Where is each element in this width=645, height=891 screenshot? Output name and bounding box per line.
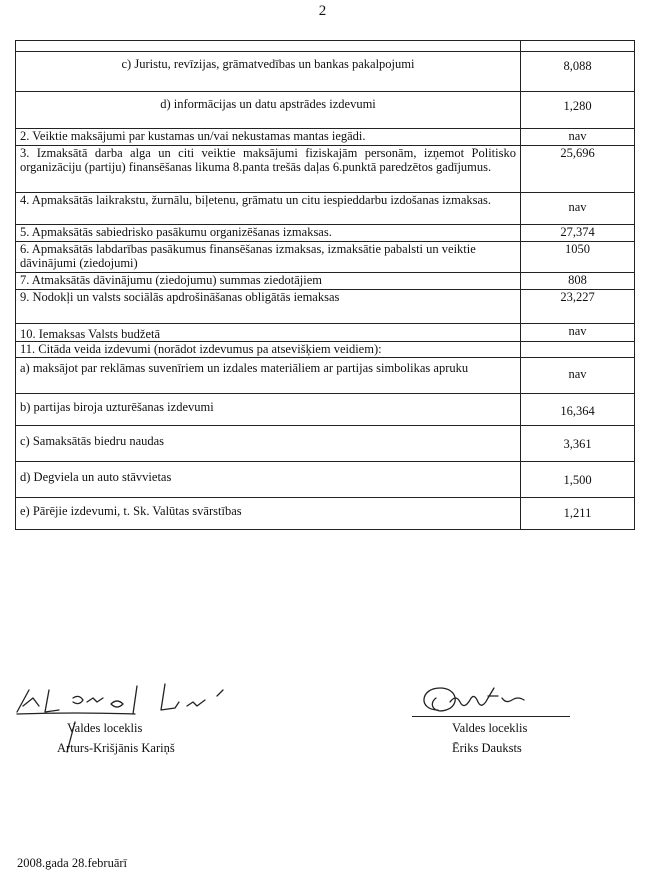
row-label: 2. Veiktie maksājumi par kustamas un/vai nekustamas mantas iegādi. [16, 129, 521, 146]
left-signer-role: Valdes loceklis [67, 721, 143, 735]
table-row [16, 41, 635, 52]
row-label: 6. Apmaksātās labdarības pasākumus finansēšanas izmaksas, izmaksātie pabalsti un veiktie dāvinājumi (ziedojumi) [16, 242, 521, 273]
row-value: 808 [521, 273, 635, 290]
row-label: c) Juristu, revīzijas, grāmatvedības un bankas pakalpojumi [16, 52, 521, 92]
row-label: 3. Izmaksātā darba alga un citi veiktie maksājumi fiziskajām personām, izņemot Politisko organizāciju (partiju) finansēšanas likuma 8.panta trešās daļas 6.punktā paredzētos gadījumus. [16, 146, 521, 193]
table-row [16, 225, 635, 242]
row-value: 16,364 [521, 394, 635, 426]
row-label: c) Samaksātās biedru naudas [16, 426, 521, 462]
table-row [16, 358, 635, 394]
row-value: 1,500 [521, 462, 635, 498]
left-signature-caption [57, 718, 237, 758]
table-row [16, 426, 635, 462]
table-row [16, 242, 635, 273]
row-value: 1,211 [521, 498, 635, 530]
table-row [16, 92, 635, 129]
row-label: a) maksājot par reklāmas suvenīriem un izdales materiāliem ar partijas simbolikas apruku [16, 358, 521, 394]
row-value [521, 41, 635, 52]
table-row [16, 52, 635, 92]
page-number: 2 [318, 3, 327, 19]
row-label: b) partijas biroja uzturēšanas izdevumi [16, 394, 521, 426]
row-label: 10. Iemaksas Valsts budžetā [16, 324, 521, 342]
row-value: 23,227 [521, 290, 635, 324]
row-value: nav [521, 129, 635, 146]
expenses-table [15, 40, 635, 530]
row-value [521, 342, 635, 358]
right-signature-line [412, 716, 570, 717]
table-row [16, 342, 635, 358]
row-label: 9. Nodokļi un valsts sociālās apdrošināšanas obligātās iemaksas [16, 290, 521, 324]
row-label [16, 41, 521, 52]
table-row [16, 193, 635, 225]
table-row [16, 394, 635, 426]
row-label: e) Pārējie izdevumi, t. Sk. Valūtas svārstības [16, 498, 521, 530]
row-value: 3,361 [521, 426, 635, 462]
row-value: nav [521, 193, 635, 225]
row-value: 1,280 [521, 92, 635, 129]
right-signature-caption [452, 718, 612, 758]
table-row [16, 324, 635, 342]
document-date: 2008.gada 28.februārī [17, 856, 128, 870]
row-label: d) informācijas un datu apstrādes izdevumi [16, 92, 521, 129]
row-value: 1050 [521, 242, 635, 273]
table-row [16, 273, 635, 290]
table-row [16, 462, 635, 498]
right-signer-role: Valdes loceklis [452, 721, 528, 735]
row-label: 7. Atmaksātās dāvinājumu (ziedojumu) summas ziedotājiem [16, 273, 521, 290]
left-signer-name: Arturs-Krišjānis Kariņš [57, 741, 175, 755]
table-row [16, 498, 635, 530]
row-label: 11. Citāda veida izdevumi (norādot izdevumus pa atsevišķiem veidiem): [16, 342, 521, 358]
row-value: nav [521, 358, 635, 394]
row-value: 27,374 [521, 225, 635, 242]
table-row [16, 129, 635, 146]
row-value: 25,696 [521, 146, 635, 193]
row-label: 5. Apmaksātās sabiedrisko pasākumu organizēšanas izmaksas. [16, 225, 521, 242]
table-row [16, 146, 635, 193]
row-value: 8,088 [521, 52, 635, 92]
row-label: d) Degviela un auto stāvvietas [16, 462, 521, 498]
table-row [16, 290, 635, 324]
right-signature [410, 680, 570, 720]
row-value: nav [521, 324, 635, 342]
right-signer-name: Ēriks Dauksts [452, 741, 522, 755]
row-label: 4. Apmaksātās laikrakstu, žurnālu, biļetenu, grāmatu un citu iespieddarbu izdošanas izmaksas. [16, 193, 521, 225]
